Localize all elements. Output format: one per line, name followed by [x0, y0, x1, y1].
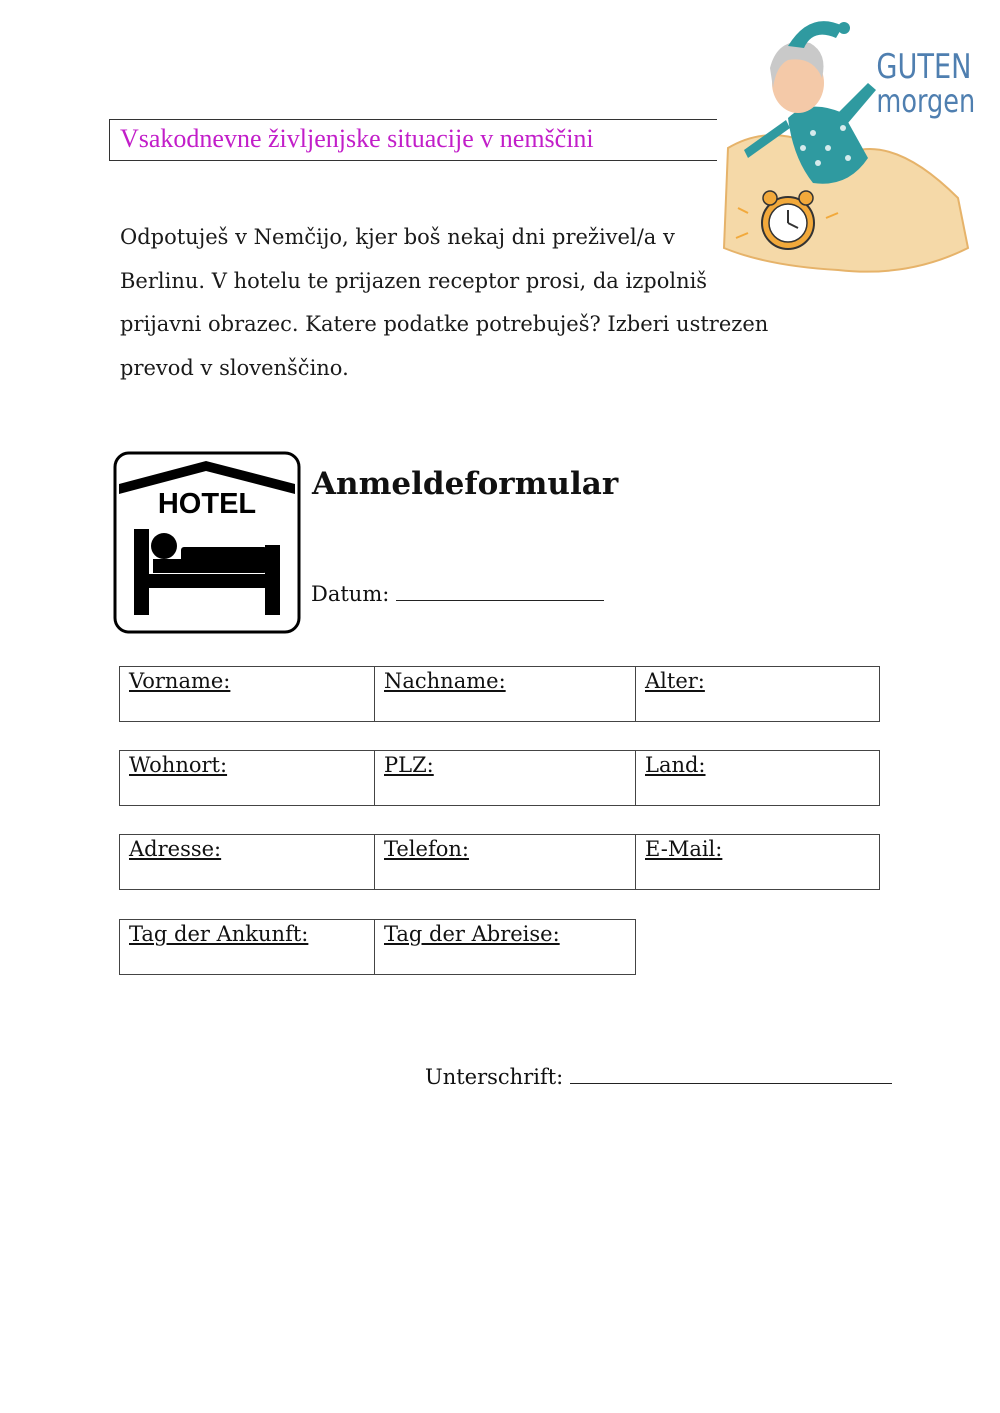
datum-field — [311, 579, 604, 606]
intro-line: prevod v slovenščino. — [120, 355, 349, 380]
pyjama-arm — [838, 83, 876, 123]
telefon-label: Telefon: — [384, 837, 469, 861]
land-cell[interactable] — [635, 750, 880, 806]
intro-line: Odpotuješ v Nemčijo, kjer boš nekaj dni preživel/a v — [120, 225, 675, 249]
form-row — [119, 750, 880, 806]
intro-paragraph — [120, 216, 769, 390]
intro-line: prijavni obrazec. Katere podatke potrebuješ? Izberi ustrezen — [120, 312, 769, 336]
guten-morgen-illustration — [718, 8, 978, 278]
adresse-cell[interactable] — [119, 834, 375, 890]
morgen-text: morgen — [876, 82, 976, 120]
land-label: Land: — [645, 753, 706, 777]
hotel-sign-icon — [113, 451, 301, 634]
datum-label: Datum: — [311, 582, 390, 606]
email-cell[interactable] — [635, 834, 880, 890]
nachname-cell[interactable] — [374, 666, 636, 722]
signature-label: Unterschrift: — [425, 1065, 564, 1089]
form-row — [119, 919, 636, 975]
nachname-label: Nachname: — [384, 669, 506, 693]
wohnort-cell[interactable] — [119, 750, 375, 806]
ankunft-cell[interactable] — [119, 919, 375, 975]
page-title: Vsakodnevne življenjske situacije v nemščini — [120, 124, 594, 153]
title-box — [109, 119, 717, 161]
alter-cell[interactable] — [635, 666, 880, 722]
email-label: E-Mail: — [645, 837, 723, 861]
datum-blank-line[interactable] — [396, 579, 604, 601]
form-title: Anmeldeformular — [312, 466, 619, 502]
alarm-clock-icon — [762, 191, 814, 249]
form-row — [119, 834, 880, 890]
vorname-label: Vorname: — [129, 669, 231, 693]
vorname-cell[interactable] — [119, 666, 375, 722]
abreise-label: Tag der Abreise: — [384, 922, 560, 946]
signature-blank-line[interactable] — [570, 1062, 892, 1084]
form-row — [119, 666, 880, 722]
telefon-cell[interactable] — [374, 834, 636, 890]
intro-line: Berlinu. V hotelu te prijazen receptor prosi, da izpolniš — [120, 268, 708, 293]
guten-text: GUTEN — [876, 47, 972, 87]
plz-cell[interactable] — [374, 750, 636, 806]
plz-label: PLZ: — [384, 753, 434, 777]
nightcap — [788, 21, 843, 48]
hotel-label: HOTEL — [157, 488, 257, 520]
signature-field — [425, 1062, 892, 1089]
adresse-label: Adresse: — [129, 837, 222, 861]
abreise-cell[interactable] — [374, 919, 636, 975]
alter-label: Alter: — [645, 669, 705, 693]
wohnort-label: Wohnort: — [129, 753, 228, 777]
ankunft-label: Tag der Ankunft: — [129, 922, 309, 946]
